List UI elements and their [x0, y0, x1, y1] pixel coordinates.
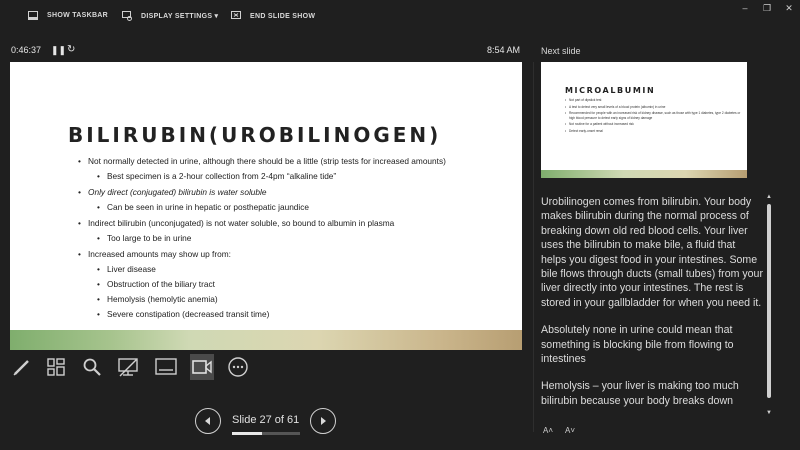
sub-bullet: • Best specimen is a 2-hour collection from 2-4pm “alkaline tide” [78, 170, 518, 182]
restore-button[interactable]: ❐ [762, 3, 772, 13]
zoom-button[interactable] [80, 354, 104, 380]
presenter-toolbar [0, 0, 800, 34]
slide-body [78, 151, 518, 320]
chevron-left-icon [203, 416, 213, 426]
elapsed-timer: 0:46:37 [11, 45, 42, 55]
minimize-button[interactable]: – [742, 3, 748, 13]
sub-bullet: • Hemolysis (hemolytic anemia) [78, 293, 518, 305]
scroll-up-arrow-icon[interactable]: ▲ [766, 194, 772, 200]
increase-font-button[interactable]: A˄ [543, 426, 554, 435]
chevron-right-icon [318, 416, 328, 426]
show-taskbar-button[interactable] [28, 11, 108, 20]
previous-slide-button[interactable] [195, 408, 221, 434]
more-icon [227, 356, 249, 378]
slide-progress-fill [232, 432, 262, 435]
sub-bullet: • Too large to be in urine [78, 232, 518, 244]
display-settings-icon [122, 11, 132, 21]
end-slide-show-button[interactable] [231, 11, 315, 21]
notes-paragraph: Absolutely none in urine could mean that something is blocking bile from flowing to intestines [541, 324, 734, 366]
next-slide-bullet: • Detect early-onset renal [565, 129, 741, 134]
bullet: • Not normally detected in urine, although there should be a little (strip tests for increased amounts) [78, 155, 518, 167]
slide-counter[interactable]: Slide 27 of 61 [232, 414, 300, 426]
current-slide[interactable] [10, 62, 522, 350]
camera-toggle-button[interactable] [190, 354, 214, 380]
notes-scrollbar[interactable] [765, 194, 773, 418]
sub-bullet: • Obstruction of the biliary tract [78, 278, 518, 290]
scroll-down-arrow-icon[interactable]: ▼ [766, 410, 772, 416]
pen-tool-button[interactable] [10, 354, 34, 380]
next-slide-bullet: • Recommended for people with an increased risk of kidney disease, such as those with type 1 diabetes, type 2 diabetes or high blood pressure to detect early signs of kidney damage [565, 111, 741, 120]
subtitles-icon [155, 357, 177, 377]
slide-progress-bar [232, 432, 300, 435]
speaker-notes[interactable] [541, 195, 763, 415]
notes-paragraph: Urobilinogen comes from bilirubin. Your body makes bilirubin during the normal process of breaking down old red blood cells. Your liver uses the bilirubin to make bile, a fluid that helps you digest food in your intestines. Some bile flows through ducts (small tubes) from your liver directly into your intestines. The rest is stored in your gallbladder for when you need it. [541, 196, 763, 309]
sub-bullet: • Can be seen in urine in hepatic or posthepatic jaundice [78, 201, 518, 213]
next-slide-bullet: • Not part of dipstick test [565, 98, 741, 103]
subtitles-button[interactable] [154, 354, 178, 380]
black-screen-icon [117, 356, 139, 378]
grid-icon [46, 357, 66, 377]
black-screen-button[interactable] [116, 354, 140, 380]
more-options-button[interactable] [226, 354, 250, 380]
slide-footer-band [10, 330, 522, 350]
next-slide-bullet: • Not routine for a patient without increased risk [565, 122, 741, 127]
sub-bullet: • Liver disease [78, 263, 518, 275]
next-slide-bullet: • A test to detect very small levels of a blood protein (albumin) in urine [565, 105, 741, 110]
end-show-icon [231, 11, 241, 21]
close-button[interactable]: ✕ [785, 3, 793, 13]
decrease-font-button[interactable]: A˅ [565, 426, 576, 435]
see-all-slides-button[interactable] [44, 354, 68, 380]
current-time: 8:54 AM [487, 45, 521, 55]
taskbar-icon [28, 11, 38, 20]
panel-divider [533, 62, 534, 432]
next-slide-label: Next slide [541, 46, 581, 56]
slide-title: BILIRUBIN(UROBILINOGEN) [68, 123, 442, 147]
next-slide-footer-band [541, 170, 747, 178]
show-taskbar-label: SHOW TASKBAR [47, 12, 109, 19]
pause-timer-button[interactable]: ❚❚ [51, 45, 67, 55]
next-slide-preview[interactable] [541, 62, 747, 178]
bullet: • Indirect bilirubin (unconjugated) is not water soluble, so bound to albumin in plasma [78, 217, 518, 229]
bullet: • Increased amounts may show up from: [78, 248, 518, 260]
magnifier-icon [82, 357, 102, 377]
scrollbar-thumb[interactable] [767, 204, 771, 398]
bullet: • Only direct (conjugated) bilirubin is water soluble [78, 186, 518, 198]
next-slide-body [565, 98, 741, 135]
display-settings-label: DISPLAY SETTINGS ▾ [141, 13, 219, 20]
notes-paragraph: Hemolysis – your liver is making too much bilirubin because your body breaks down [541, 380, 739, 407]
sub-bullet: • Severe constipation (decreased transit time) [78, 308, 518, 320]
next-slide-title: MICROALBUMIN [565, 86, 656, 95]
video-camera-icon [191, 358, 213, 376]
end-slide-show-label: END SLIDE SHOW [250, 12, 316, 20]
restart-timer-button[interactable]: ↻ [67, 44, 76, 55]
next-slide-button[interactable] [310, 408, 336, 434]
display-settings-button[interactable] [122, 11, 218, 21]
pen-icon [12, 357, 32, 377]
